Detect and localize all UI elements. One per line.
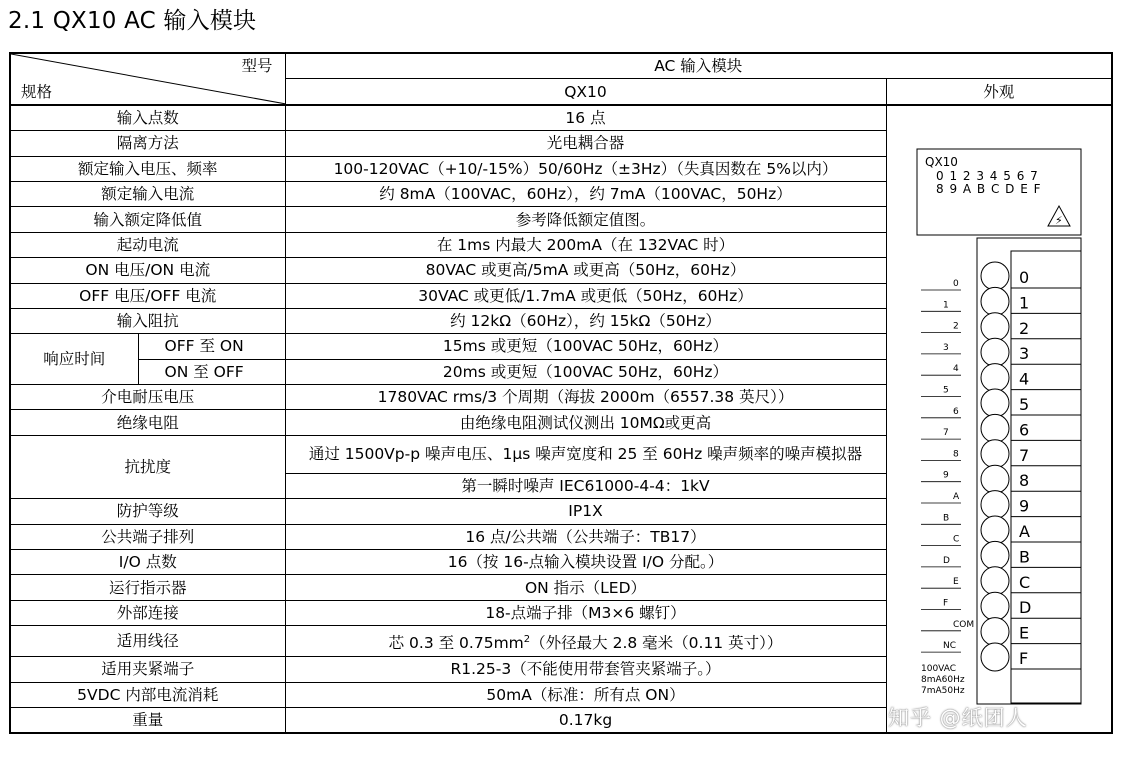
terminal-screw bbox=[981, 389, 1009, 417]
rating-2: 8mA60Hz bbox=[920, 674, 965, 685]
type-name-cell: AC 输入模块 bbox=[285, 53, 1112, 79]
terminal-screw bbox=[981, 541, 1009, 569]
terminal-label: 2 bbox=[1018, 318, 1029, 338]
row-label: OFF 电压/OFF 电流 bbox=[10, 283, 285, 308]
wiring-label: 0 bbox=[952, 278, 959, 289]
row-label: I/O 点数 bbox=[10, 550, 285, 575]
diagonal-header-cell bbox=[10, 53, 285, 105]
response-time-label: 响应时间 bbox=[10, 334, 138, 385]
terminal-screw bbox=[981, 414, 1009, 442]
appearance-header: 外观 bbox=[886, 79, 1112, 105]
wiring-label: 9 bbox=[942, 470, 949, 481]
row-value: 1780VAC rms/3 个周期（海拔 2000m（6557.38 英尺）） bbox=[285, 385, 886, 410]
row-label: 起动电流 bbox=[10, 232, 285, 257]
row-value: 由绝缘电阻测试仪测出 10MΩ或更高 bbox=[285, 410, 886, 435]
row-label: 外部连接 bbox=[10, 600, 285, 625]
row-value: 30VAC 或更低/1.7mA 或更低（50Hz，60Hz） bbox=[285, 283, 886, 308]
noise-label: 抗扰度 bbox=[10, 435, 285, 498]
wire-value: 芯 0.3 至 $0.75mm^2$（外径最大 2.8 毫米（0.11 英寸）） bbox=[285, 626, 886, 657]
terminal-screw bbox=[981, 313, 1009, 341]
row-value: 50mA（标准：所有点 ON） bbox=[285, 682, 886, 707]
off-on-value: 15ms 或更短（100VAC 50Hz，60Hz） bbox=[285, 334, 886, 359]
terminal-label: 1 bbox=[1018, 293, 1029, 313]
wiring-label: C bbox=[952, 534, 959, 545]
wiring-label: F bbox=[942, 598, 948, 609]
terminal-label: C bbox=[1018, 572, 1030, 592]
row-label: 输入额定降低值 bbox=[10, 207, 285, 232]
terminal-screw bbox=[981, 287, 1009, 315]
terminal-screw bbox=[981, 363, 1009, 391]
terminal-label: 6 bbox=[1018, 420, 1029, 440]
module-illustration bbox=[887, 106, 1113, 734]
wiring-label: 7 bbox=[942, 427, 949, 438]
wire-label: 适用线径 bbox=[10, 626, 285, 657]
wiring-label: 4 bbox=[952, 363, 959, 374]
diag-spec-label: 规格 bbox=[21, 82, 53, 101]
row-value: 约 8mA（100VAC，60Hz），约 7mA（100VAC，50Hz） bbox=[285, 181, 886, 206]
header-row-1 bbox=[10, 53, 1112, 79]
off-on-label: OFF 至 ON bbox=[138, 334, 285, 359]
wiring-label: 8 bbox=[952, 449, 959, 460]
model-cell: QX10 bbox=[285, 79, 886, 105]
row-label: 重量 bbox=[10, 707, 285, 733]
wiring-label: 5 bbox=[942, 385, 949, 396]
row-value: 约 12kΩ（60Hz），约 15kΩ（50Hz） bbox=[285, 308, 886, 333]
terminal-label: D bbox=[1018, 597, 1031, 617]
row-value: 16 点/公共端（公共端子：TB17） bbox=[285, 524, 886, 549]
row-value: 参考降低额定值图。 bbox=[285, 207, 886, 232]
appearance-cell bbox=[886, 105, 1112, 734]
spec-table bbox=[9, 52, 1113, 734]
row-label: 输入阻抗 bbox=[10, 308, 285, 333]
row-label: 隔离方法 bbox=[10, 131, 285, 156]
row-value: IP1X bbox=[285, 499, 886, 524]
wiring-label: D bbox=[942, 555, 950, 566]
row-label: 绝缘电阻 bbox=[10, 410, 285, 435]
row-label: 额定输入电流 bbox=[10, 181, 285, 206]
wiring-label: B bbox=[942, 513, 949, 524]
terminal-label: 8 bbox=[1018, 470, 1029, 490]
terminal-screw bbox=[981, 490, 1009, 518]
on-off-value: 20ms 或更短（100VAC 50Hz，60Hz） bbox=[285, 359, 886, 384]
row-label: 防护等级 bbox=[10, 499, 285, 524]
row-value: 18-点端子排（M3×6 螺钉） bbox=[285, 600, 886, 625]
led-row-2: 8 9 A B C D E F bbox=[935, 181, 1042, 196]
terminal-screw bbox=[981, 567, 1009, 595]
wiring-label: 3 bbox=[942, 342, 949, 353]
page-title: 2.1 QX10 AC 输入模块 bbox=[8, 8, 257, 34]
terminal-screw bbox=[981, 516, 1009, 544]
row-label: 5VDC 内部电流消耗 bbox=[10, 682, 285, 707]
wiring-label: 2 bbox=[952, 321, 959, 332]
table-row bbox=[10, 105, 1112, 131]
terminal-screw bbox=[981, 617, 1009, 645]
row-value: 0.17kg bbox=[285, 707, 886, 733]
terminal-label: E bbox=[1018, 623, 1029, 643]
row-value: 在 1ms 内最大 200mA（在 132VAC 时） bbox=[285, 232, 886, 257]
row-value: 100-120VAC（+10/-15%）50/60Hz（±3Hz）（失真因数在 5%以内） bbox=[285, 156, 886, 181]
row-label: 输入点数 bbox=[10, 105, 285, 131]
terminal-screw bbox=[981, 262, 1009, 290]
terminal-screw bbox=[981, 643, 1009, 671]
noise-value-2: 第一瞬时噪声 IEC61000-4-4：1kV bbox=[285, 473, 886, 498]
terminal-label: 4 bbox=[1018, 369, 1029, 389]
terminal-label: 9 bbox=[1018, 496, 1029, 516]
terminal-label: B bbox=[1018, 547, 1030, 567]
svg-text:⚡: ⚡ bbox=[1054, 213, 1063, 227]
wiring-label: NC bbox=[942, 640, 956, 651]
row-label: 适用夹紧端子 bbox=[10, 657, 285, 682]
wiring-label: 6 bbox=[952, 406, 959, 417]
row-value: ON 指示（LED） bbox=[285, 575, 886, 600]
rating-1: 100VAC bbox=[920, 663, 956, 674]
wiring-label: A bbox=[952, 491, 959, 502]
terminal-label: F bbox=[1018, 648, 1028, 668]
wiring-label: E bbox=[952, 576, 959, 587]
terminal-label: 3 bbox=[1018, 343, 1029, 363]
led-row-1: 0 1 2 3 4 5 6 7 bbox=[935, 168, 1039, 183]
row-label: 额定输入电压、频率 bbox=[10, 156, 285, 181]
module-model-text: QX10 bbox=[924, 154, 958, 169]
wiring-label: 1 bbox=[942, 300, 949, 311]
terminal-label: 5 bbox=[1018, 394, 1029, 414]
row-value: R1.25-3（不能使用带套管夹紧端子。） bbox=[285, 657, 886, 682]
row-label: 公共端子排列 bbox=[10, 524, 285, 549]
rating-3: 7mA50Hz bbox=[920, 685, 965, 696]
diag-model-label: 型号 bbox=[241, 57, 273, 75]
row-value: 80VAC 或更高/5mA 或更高（50Hz，60Hz） bbox=[285, 258, 886, 283]
watermark: 知乎 @纸团人 bbox=[888, 706, 1028, 730]
row-label: 运行指示器 bbox=[10, 575, 285, 600]
row-value: 光电耦合器 bbox=[285, 131, 886, 156]
row-label: ON 电压/ON 电流 bbox=[10, 258, 285, 283]
terminal-screw bbox=[981, 465, 1009, 493]
row-value: 16 点 bbox=[285, 105, 886, 131]
wiring-label: COM bbox=[952, 619, 974, 630]
row-label: 介电耐压电压 bbox=[10, 385, 285, 410]
on-off-label: ON 至 OFF bbox=[138, 359, 285, 384]
terminal-screw bbox=[981, 592, 1009, 620]
terminal-screw bbox=[981, 440, 1009, 468]
row-value: 16（按 16-点输入模块设置 I/O 分配。） bbox=[285, 550, 886, 575]
terminal-screw bbox=[981, 338, 1009, 366]
noise-value-1: 通过 1500Vp-p 噪声电压、1μs 噪声宽度和 25 至 60Hz 噪声频率的噪声模拟器 bbox=[285, 435, 886, 473]
terminal-label: 7 bbox=[1018, 445, 1029, 465]
terminal-label: 0 bbox=[1018, 267, 1029, 287]
terminal-label: A bbox=[1018, 521, 1030, 541]
